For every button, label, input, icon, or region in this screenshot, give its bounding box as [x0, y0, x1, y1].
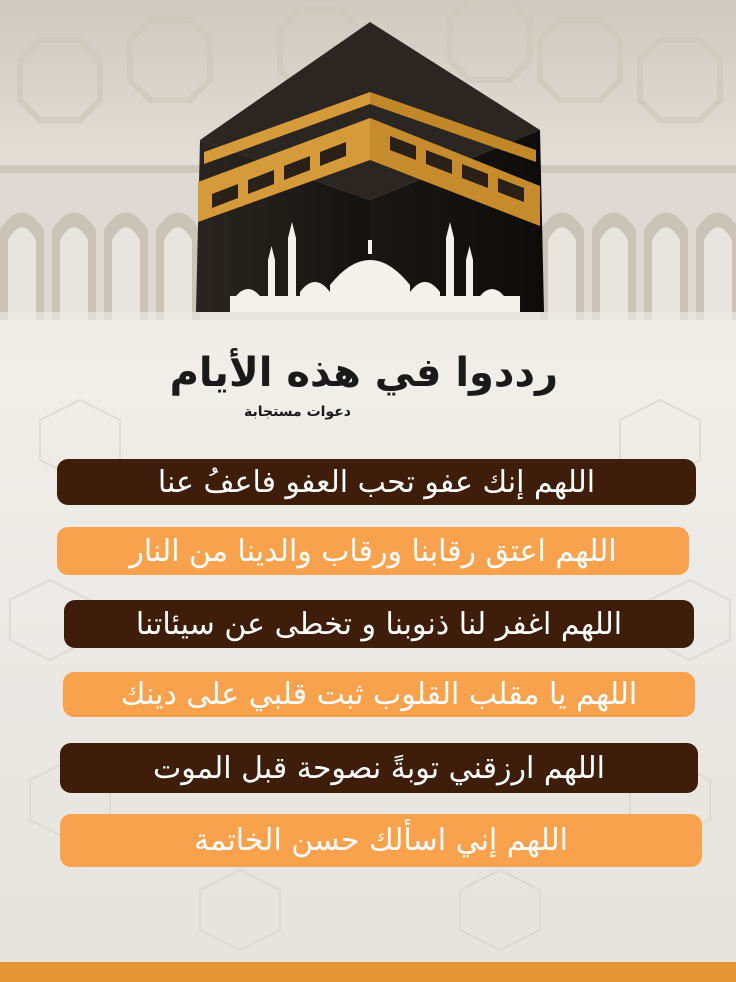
dua-text: اللهم اغفر لنا ذنوبنا و تخطى عن سيئاتنا — [135, 606, 623, 642]
page-subtitle: دعوات مستجابة — [244, 404, 351, 420]
dua-bar-4 — [63, 672, 695, 717]
bottom-accent-strip — [0, 962, 736, 982]
dua-text: اللهم يا مقلب القلوب ثبت قلبي على دينك — [120, 677, 638, 712]
dua-text: اللهم ارزقني توبةً نصوحة قبل الموت — [152, 750, 606, 786]
dua-bar-1 — [57, 459, 696, 505]
dua-bar-2 — [57, 527, 689, 575]
dua-text: اللهم إنك عفو تحب العفو فاعفُ عنا — [157, 464, 596, 500]
heading-block — [0, 350, 736, 450]
dua-bar-6 — [60, 814, 702, 867]
dua-text: اللهم إني اسألك حسن الخاتمة — [194, 823, 568, 858]
dua-text: اللهم اعتق رقابنا ورقاب والدينا من النار — [129, 533, 617, 569]
dua-bar-5 — [60, 743, 698, 793]
page-title: رددوا في هذه الأيام — [169, 350, 558, 396]
dua-bar-3 — [64, 600, 694, 648]
